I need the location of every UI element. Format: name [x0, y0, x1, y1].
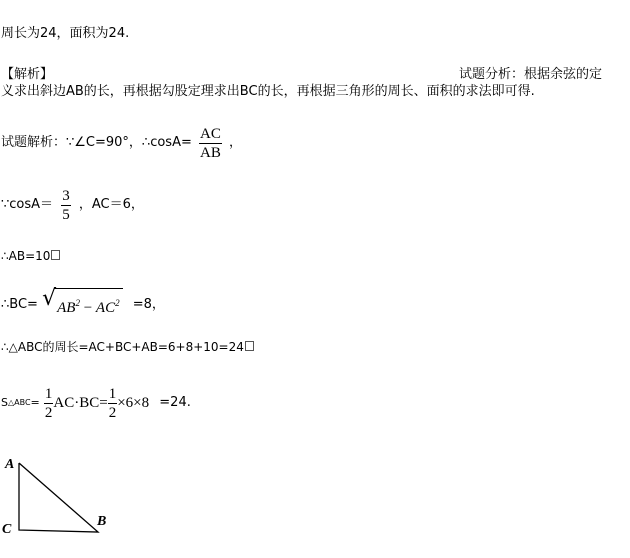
- step4-suffix: =8，: [132, 297, 165, 312]
- sqrt-icon: √: [42, 286, 57, 311]
- solution-step-2: [1, 183, 144, 227]
- step6-tail: ×6×8: [117, 395, 150, 411]
- step6-prefix: S: [1, 396, 8, 409]
- step2-frac-num: 3: [62, 187, 70, 204]
- step5-text: ∴△ABC的周长=AC+BC+AB=6+8+10=24: [1, 340, 244, 354]
- step4-radicand: [54, 288, 122, 321]
- step1-frac-num: AC: [200, 125, 221, 142]
- analysis-header: 【解析】: [1, 67, 54, 82]
- step2-fraction: [61, 187, 71, 224]
- analysis-method-text: 义求出斜边AB的长，再根据勾股定理求出BC的长，再根据三角形的周长、面积的求法即可得.: [1, 84, 535, 99]
- step3-text: ∴AB=10: [1, 249, 51, 263]
- step6-frac2-den: 2: [108, 404, 117, 421]
- step6-frac2-num: 1: [108, 385, 117, 402]
- step6-fraction-1: [44, 385, 54, 422]
- step1-fraction: [199, 125, 222, 162]
- triangle-abc: [19, 463, 98, 532]
- step6-suffix: =24.: [159, 395, 191, 410]
- vertex-label-b: B: [97, 514, 107, 529]
- triangle-figure: [0, 450, 130, 550]
- step6-mid: AC·BC=: [53, 395, 108, 411]
- step1-suffix: ，: [229, 135, 243, 150]
- solution-step-5: [1, 338, 254, 355]
- step2-frac-den: 5: [62, 206, 70, 223]
- solution-step-6: [1, 381, 191, 425]
- step2-suffix: ，AC＝6，: [78, 197, 144, 212]
- step6-frac1-den: 2: [44, 404, 53, 421]
- step6-frac1-num: 1: [44, 385, 53, 402]
- step4-sqrt: [42, 288, 123, 322]
- solution-step-1: [1, 121, 242, 165]
- solution-step-4: [1, 288, 165, 314]
- step6-sub: △ABC: [7, 398, 31, 407]
- radicand-term-a: AB: [57, 300, 76, 316]
- solution-step-3: [1, 249, 60, 263]
- radicand-exp-1: 2: [75, 298, 80, 308]
- vertex-label-a: A: [5, 457, 15, 472]
- step6-fraction-2: [108, 385, 118, 422]
- vertex-label-c: C: [2, 522, 12, 537]
- step4-prefix: ∴BC=: [1, 297, 38, 312]
- step1-frac-den: AB: [200, 144, 221, 161]
- analysis-method-label: 试题分析：根据余弦的定: [459, 67, 603, 82]
- missing-glyph-box: [245, 341, 254, 351]
- answer-line: 周长为24，面积为24.: [1, 26, 130, 41]
- radicand-exp-2: 2: [115, 298, 120, 308]
- step6-eq: =: [30, 396, 40, 409]
- missing-glyph-box: [51, 250, 60, 260]
- radicand-minus: −: [79, 300, 96, 316]
- step2-prefix: ∵cosA＝: [1, 197, 54, 212]
- radicand-term-b: AC: [95, 300, 116, 316]
- step1-prefix: 试题解析：∵∠C=90°，∴cosA=: [1, 135, 192, 150]
